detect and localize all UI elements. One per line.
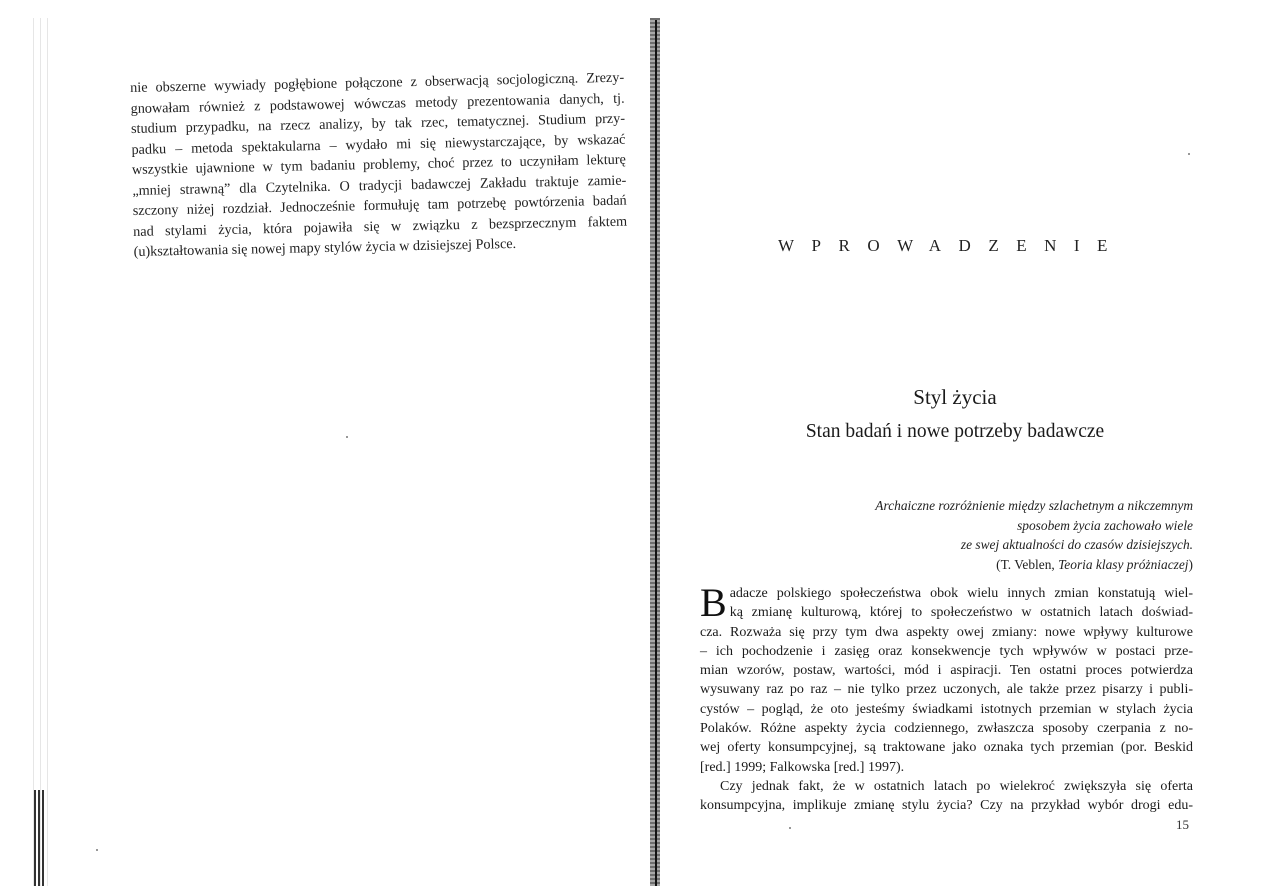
text-line: Czy jednak fakt, że w ostatnich latach po wielekroć zwiększyła się oferta (720, 778, 1193, 794)
text-line: nie obszerne wywiady pogłębione połączone z obserwacją socjologiczną. Zrezy- (130, 69, 625, 96)
drop-cap: B (700, 580, 727, 625)
text-line: ką zmianę kulturową, której to społeczeństwo w ostatnich latach doświad- (729, 605, 1193, 621)
text-line: wszystkie ujawnione w tym badaniu problemy, choć przez to uczyniłam lekturę (131, 151, 626, 178)
scan-speck (346, 436, 348, 438)
epigraph-line: Archaiczne rozróżnienie między szlachetnym a nikczemnym (875, 498, 1193, 513)
scan-edge-artifact (30, 18, 52, 886)
epigraph-source-prefix: (T. Veblen, (996, 556, 1059, 572)
text-line: (u)kształtowania się nowej mapy stylów życia w dzisiejszej Polsce. (133, 235, 517, 260)
scan-speck (1188, 153, 1190, 155)
epigraph-source (760, 555, 1193, 575)
text-line: – ich pochodzenie i zasięg oraz konsekwencje tych wpływów w postaci prze- (700, 643, 1193, 659)
chapter-subtitle: Stan badań i nowe potrzeby badawcze (805, 421, 1105, 442)
text-line: wej oferty konsumpcyjnej, są traktowane jako oznaka tych przemian (por. Beskid (700, 740, 1193, 756)
scan-edge-shadow (34, 790, 44, 886)
epigraph-source-suffix: ) (1188, 556, 1193, 572)
scan-speck (96, 849, 98, 851)
page-number: 15 (1176, 817, 1189, 832)
text-line: szczony niżej rozdział. Jednocześnie formułuję tam potrzebę powtórzenia badań (132, 192, 627, 219)
chapter-title: Styl życia (913, 385, 997, 409)
text-line: „mniej strawną” dla Czytelnika. O tradycji badawczej Zakładu traktuje zamie- (132, 172, 627, 199)
text-line: gnowałam również z podstawowej wówczas metody prezentowania danych, tj. (130, 90, 625, 117)
chapter-label: WPROWADZENIE (778, 236, 1125, 255)
text-line: cystów – pogląd, że oto jesteśmy świadkami istotnych przemian w stylach życia (700, 701, 1193, 717)
text-line: nad stylami życia, która pojawiła się w związku z bezsprzecznym faktem (133, 213, 628, 240)
epigraph (760, 496, 1193, 574)
text-line: konsumpcyjna, implikuje zmianę stylu życia? Czy na przykład wybór drogi edu- (700, 798, 1193, 814)
text-line: adacze polskiego społeczeństwa obok wielu innych zmian konstatują wiel- (729, 586, 1193, 601)
epigraph-source-title: Teoria klasy próżniaczej (1058, 556, 1189, 572)
left-page-paragraph (130, 68, 628, 263)
body-text (700, 580, 1193, 816)
text-line: [red.] 1999; Falkowska [red.] 1997). (700, 759, 905, 775)
text-line: Polaków. Różne aspekty życia codziennego, zwłaszcza sposoby czerpania z no- (700, 721, 1193, 737)
text-line: studium przypadku, na rzecz analizy, by tak rzec, tematycznej. Studium przy- (130, 110, 626, 137)
text-line: cza. Rozważa się przy tym dwa aspekty owej zmiany: nowe wpływy kulturowe (700, 624, 1193, 640)
scan-speck (789, 827, 791, 829)
text-line: padku – metoda spektakularna – wydało mi się niewystarczające, by wskazać (131, 131, 626, 158)
text-line: mian wzorów, postaw, wartości, mód i aspiracji. Ten ostatni proces potwierdza (700, 663, 1193, 679)
text-line: wysuwany raz po raz – nie tylko przez uczonych, ale także przez pisarzy i publi- (700, 682, 1193, 698)
epigraph-line: ze swej aktualności do czasów dzisiejszych. (960, 537, 1193, 552)
epigraph-line: sposobem życia zachowało wiele (1017, 517, 1193, 533)
